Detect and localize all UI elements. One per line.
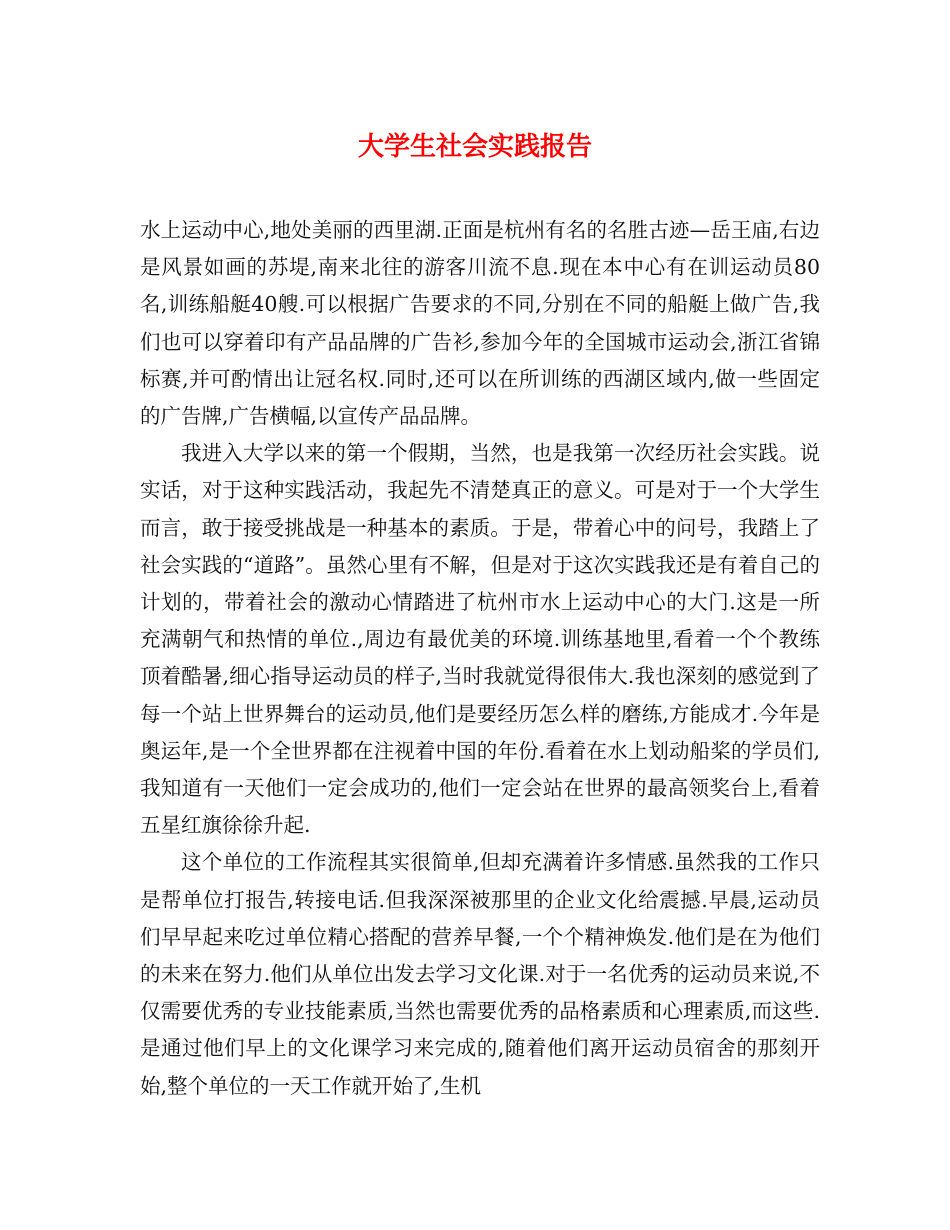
paragraph-2: 我进入大学以来的第一个假期，当然，也是我第一次经历社会实践。说实话，对于这种实践活动，我起先不清楚真正的意义。可是对于一个大学生而言，敢于接受挑战是一种基本的素质。于是，带着心中的问号，我踏上了社会实践的“道路”。虽然心里有不解，但是对于这次实践我还是有着自己的计划的，带着社会的激动心情踏进了杭州市水上运动中心的大门.这是一所充满朝气和热情的单位.,周边有最优美的环境.训练基地里,看着一个个教练顶着酷暑,细心指导运动员的样子,当时我就觉得很伟大.我也深刻的感觉到了每一个站上世界舞台的运动员,他们是要经历怎么样的磨练,方能成才.今年是奥运年,是一个全世界都在注视着中国的年份.看着在水上划动船桨的学员们,我知道有一天他们一定会成功的,他们一定会站在世界的最高领奖台上,看着五星红旗徐徐升起. bbox=[140, 441, 820, 838]
paragraph-3: 这个单位的工作流程其实很简单,但却充满着许多情感.虽然我的工作只是帮单位打报告,转接电话.但我深深被那里的企业文化给震撼.早晨,运动员们早早起来吃过单位精心搭配的营养早餐,一个个精神焕发.他们是在为他们的未来在努力.他们从单位出发去学习文化课.对于一名优秀的运动员来说,不仅需要优秀的专业技能素质,当然也需要优秀的品格素质和心理素质,而这些.是通过他们早上的文化课学习来完成的,随着他们离开运动员宿舍的那刻开始,整个单位的一天工作就开始了,生机 bbox=[140, 850, 820, 1098]
document-body bbox=[140, 212, 820, 1105]
paragraph-1: 水上运动中心,地处美丽的西里湖.正面是杭州有名的名胜古迹—岳王庙,右边是风景如画的苏堤,南来北往的游客川流不息.现在本中心有在训运动员80名,训练船艇40艘.可以根据广告要求的不同,分别在不同的船艇上做广告,我们也可以穿着印有产品品牌的广告衫,参加今年的全国城市运动会,浙江省锦标赛,并可酌情出让冠名权.同时,还可以在所训练的西湖区域内,做一些固定的广告牌,广告横幅,以宣传产品品牌。 bbox=[140, 218, 820, 429]
document-title: 大学生社会实践报告 bbox=[357, 132, 592, 162]
